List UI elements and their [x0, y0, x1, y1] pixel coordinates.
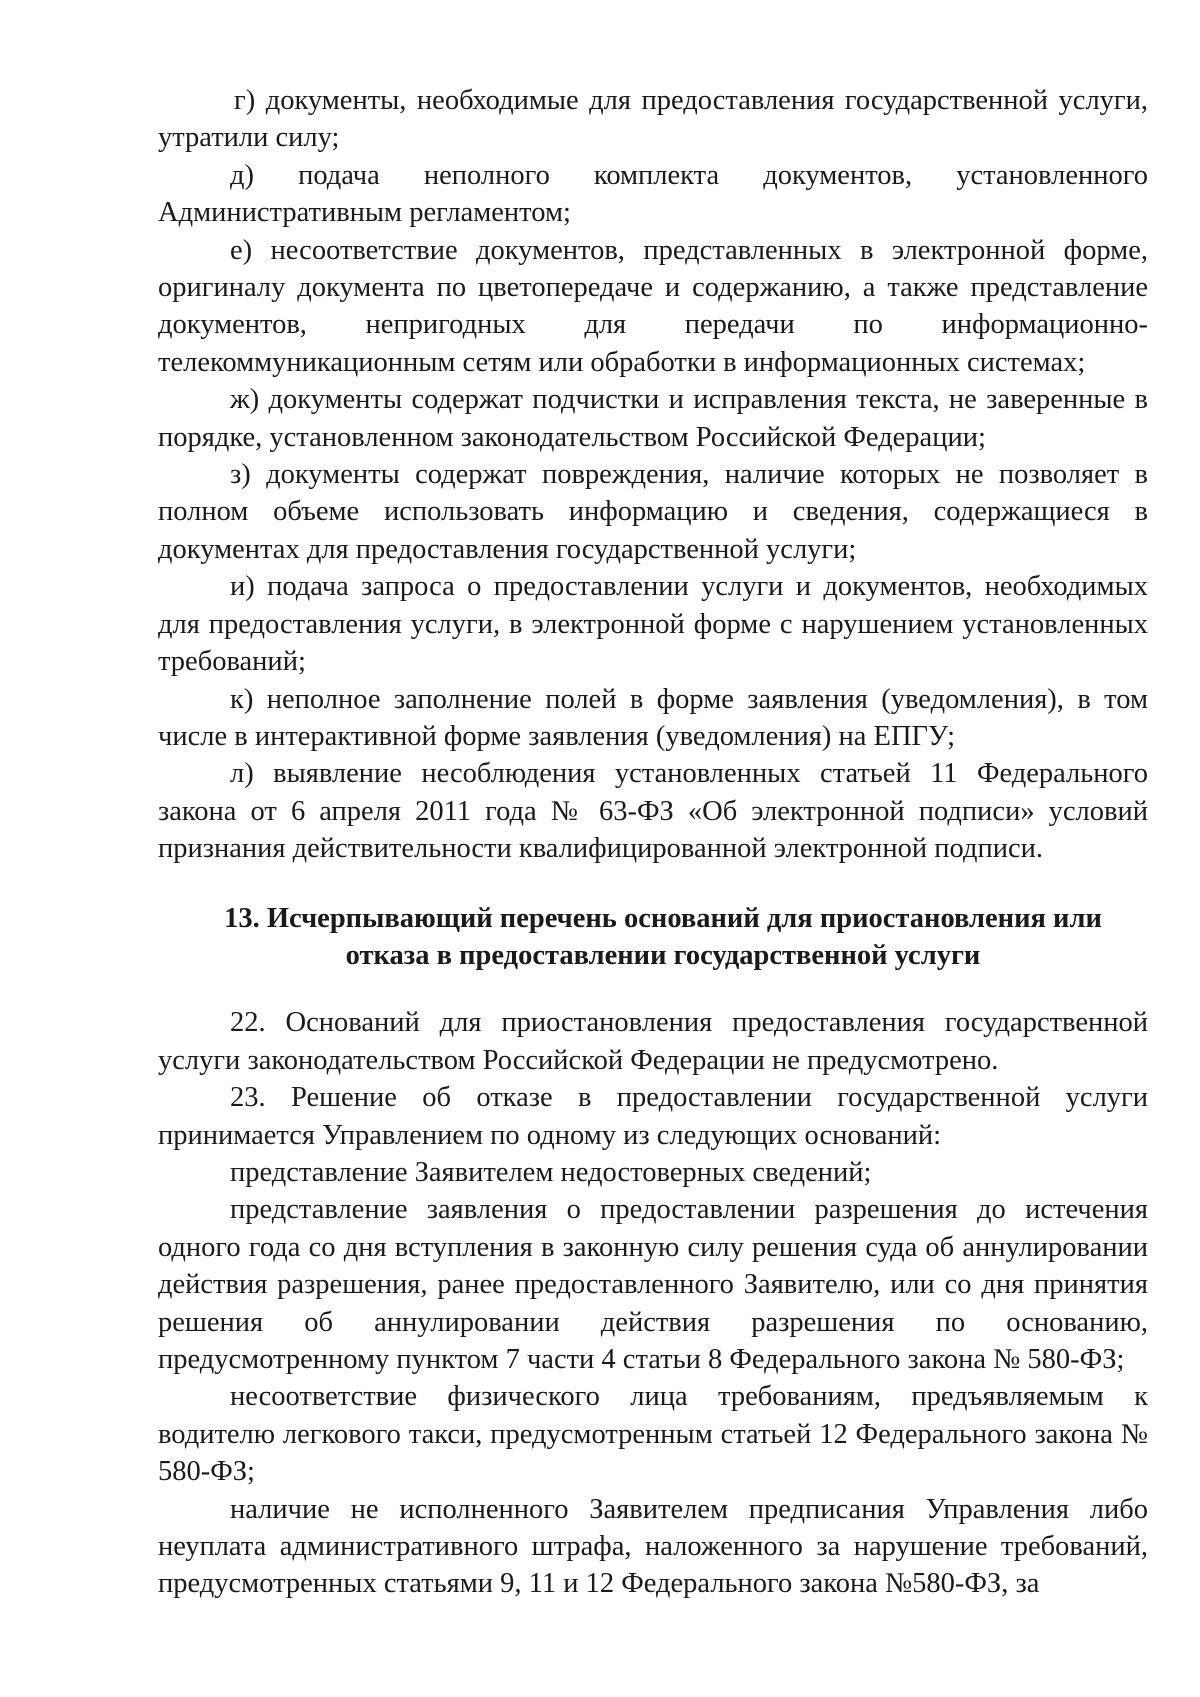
paragraph-23: 23. Решение об отказе в предоставлении государственной услуги принимается Управлением по одному из следующих оснований: [158, 1082, 1148, 1151]
paragraph-item-k: к) неполное заполнение полей в форме заявления (уведомления), в том числе в интерактивной форме заявления (уведомления) на ЕПГУ; [158, 683, 1148, 752]
section-heading-line-2: отказа в предоставлении государственной услуги [345, 939, 981, 971]
paragraph-reason-unfulfilled-order: наличие не исполненного Заявителем предписания Управления либо неуплата административного штрафа, наложенного за нарушение требований, предусмотренных статьями 9, 11 и 12 Федерального закона №580-ФЗ, за [158, 1493, 1148, 1600]
paragraph-reason-driver-requirements: несоответствие физического лица требованиям, предъявляемым к водителю легкового такси, предусмотренным статьей 12 Федерального закона № 580-ФЗ; [158, 1381, 1148, 1488]
paragraph-item-l: л) выявление несоблюдения установленных статьей 11 Федерального закона от 6 апреля 2011 года № 63-ФЗ «Об электронной подписи» условий признания действительности квалифицированной электронной подписи. [158, 758, 1148, 865]
paragraph-item-e: е) несоответствие документов, представленных в электронной форме, оригиналу документа по цветопередаче и содержанию, а также представление документов, непригодных для передачи по информационно-телекоммуникационным сетям или обработки в информационных системах; [158, 234, 1148, 378]
paragraph-reason-early-application: представление заявления о предоставлении разрешения до истечения одного года со дня вступления в законную силу решения суда об аннулировании действия разрешения, ранее предоставленного Заявителю, или со дня принятия решения об аннулировании действия разрешения по основанию, предусмотренному пунктом 7 части 4 статьи 8 Федерального закона № 580-ФЗ; [158, 1194, 1148, 1375]
section-heading-line-1: 13. Исчерпывающий перечень оснований для приостановления или [224, 902, 1102, 934]
paragraph-reason-false-info: представление Заявителем недостоверных сведений; [230, 1156, 872, 1188]
section-heading [158, 900, 1148, 975]
paragraph-22: 22. Оснований для приостановления предоставления государственной услуги законодательством Российской Федерации не предусмотрено. [158, 1007, 1148, 1076]
paragraph-item-g: г) документы, необходимые для предоставления государственной услуги, утратили силу; [158, 85, 1148, 154]
paragraph-item-i: и) подача запроса о предоставлении услуги и документов, необходимых для предоставления услуги, в электронной форме с нарушением установленных требований; [158, 571, 1148, 678]
paragraph-item-zh: ж) документы содержат подчистки и исправления текста, не заверенные в порядке, установленном законодательством Российской Федерации; [158, 384, 1148, 453]
paragraph-item-d: д) подача неполного комплекта документов, установленного Административным регламентом; [158, 159, 1148, 229]
document-body [158, 82, 1148, 1603]
paragraph-item-z: з) документы содержат повреждения, наличие которых не позволяет в полном объеме использовать информацию и сведения, содержащиеся в документах для предоставления государственной услуги; [158, 459, 1148, 565]
